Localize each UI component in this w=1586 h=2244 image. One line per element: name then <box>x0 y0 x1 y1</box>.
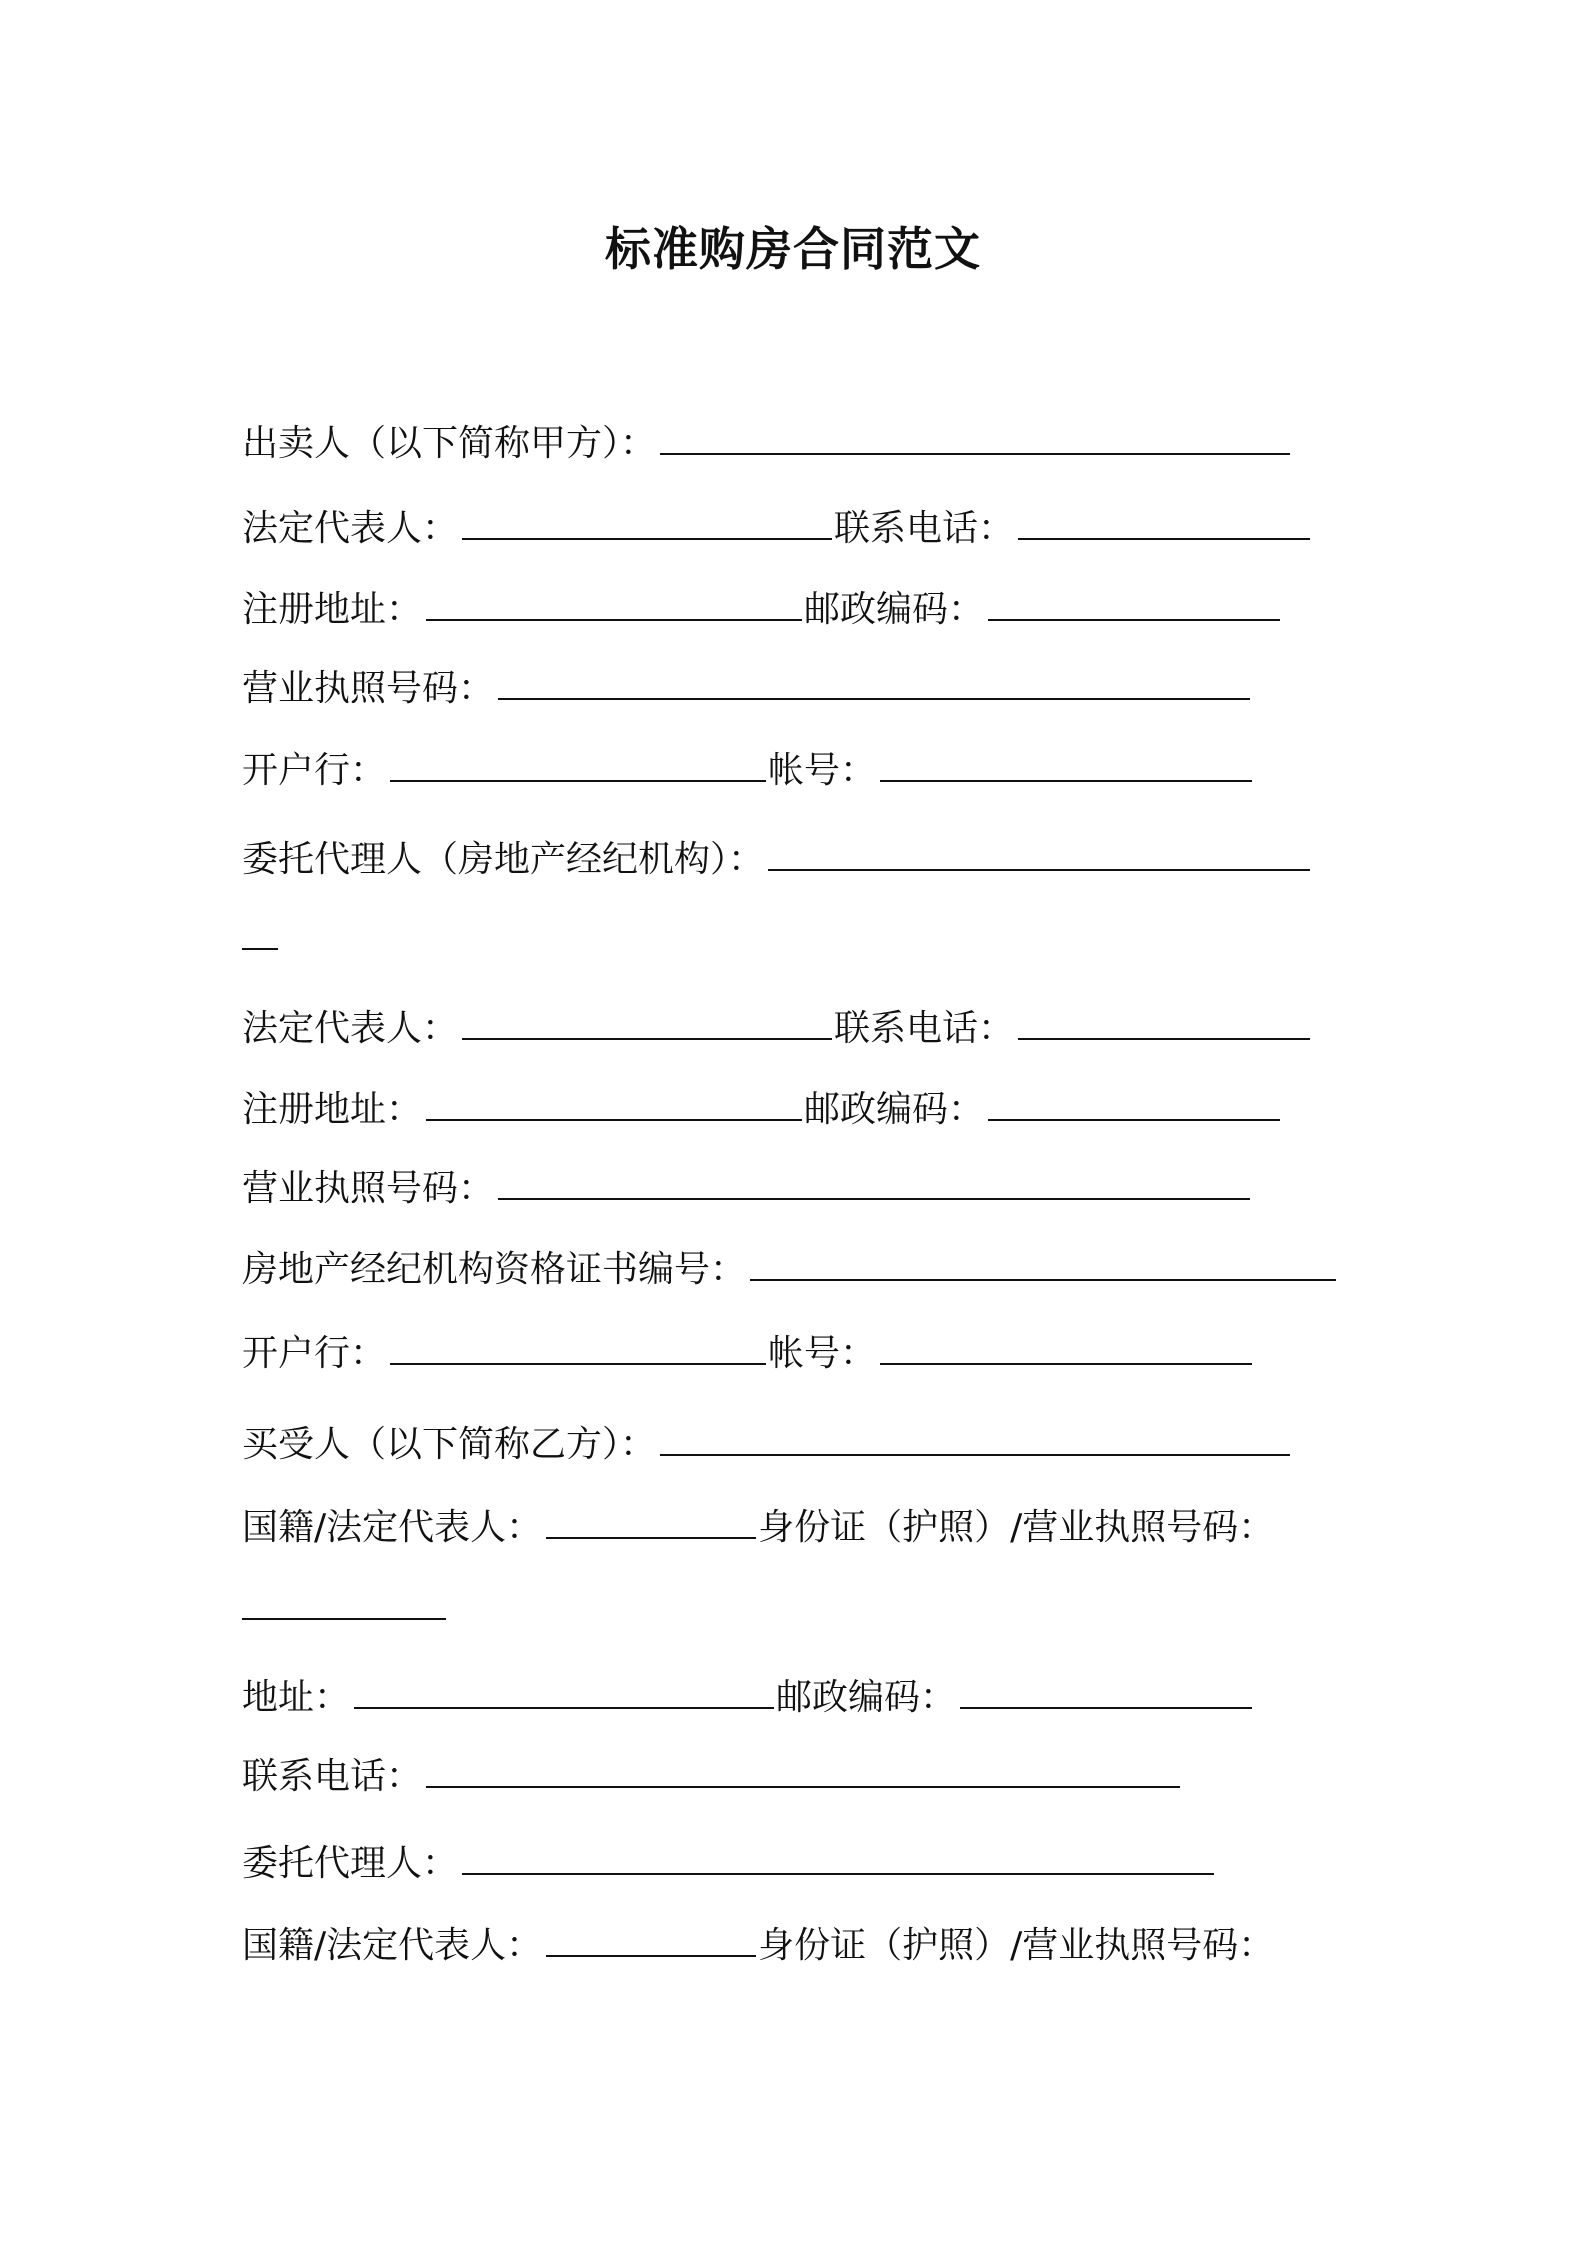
agent-postcode-field[interactable] <box>988 1089 1280 1121</box>
buyer-address-row <box>242 1672 1254 1724</box>
agent-license-field[interactable] <box>498 1168 1250 1200</box>
buyer-agent-id-label: 身份证（护照）/营业执照号码： <box>758 1925 1275 1966</box>
buyer-agent-name-row <box>242 1838 1216 1890</box>
seller-legal-rep-field[interactable] <box>462 508 832 540</box>
document-title: 标准购房合同范文 <box>605 222 981 276</box>
agent-account-label: 帐号： <box>768 1333 877 1374</box>
buyer-address-field[interactable] <box>354 1677 774 1709</box>
seller-bank-label: 开户行： <box>242 750 387 791</box>
agent-cert-label: 房地产经纪机构资格证书编号： <box>242 1249 747 1290</box>
agent-name-label: 委托代理人（房地产经纪机构）： <box>242 839 765 880</box>
seller-legal-rep-row <box>242 503 1312 555</box>
buyer-agent-name-label: 委托代理人： <box>242 1843 459 1884</box>
buyer-name-row <box>242 1419 1292 1471</box>
seller-postcode-field[interactable] <box>988 589 1280 621</box>
buyer-nationality-label: 国籍/法定代表人： <box>242 1507 543 1548</box>
agent-address-field[interactable] <box>426 1089 802 1121</box>
buyer-postcode-field[interactable] <box>960 1677 1252 1709</box>
buyer-name-field[interactable] <box>660 1424 1290 1456</box>
buyer-phone-row <box>242 1751 1182 1803</box>
agent-phone-label: 联系电话： <box>834 1008 1015 1049</box>
seller-bank-field[interactable] <box>390 750 766 782</box>
buyer-agent-nationality-row <box>242 1920 1274 1972</box>
agent-bank-field[interactable] <box>390 1333 766 1365</box>
agent-address-label: 注册地址： <box>242 1089 423 1130</box>
agent-address-row <box>242 1084 1282 1136</box>
seller-account-field[interactable] <box>880 750 1252 782</box>
seller-address-field[interactable] <box>426 589 802 621</box>
seller-account-label: 帐号： <box>768 750 877 791</box>
agent-license-label: 营业执照号码： <box>242 1168 495 1209</box>
agent-name-continued-row <box>242 918 280 970</box>
seller-address-label: 注册地址： <box>242 589 423 630</box>
buyer-agent-nationality-label: 国籍/法定代表人： <box>242 1925 543 1966</box>
seller-license-label: 营业执照号码： <box>242 668 495 709</box>
buyer-id-label: 身份证（护照）/营业执照号码： <box>758 1507 1275 1548</box>
seller-name-row <box>242 418 1292 470</box>
agent-name-field[interactable] <box>768 839 1310 871</box>
seller-phone-label: 联系电话： <box>834 508 1015 549</box>
buyer-name-label: 买受人（以下简称乙方）： <box>242 1424 657 1465</box>
seller-legal-rep-label: 法定代表人： <box>242 508 459 549</box>
agent-cert-row <box>242 1244 1338 1296</box>
buyer-nationality-row <box>242 1502 1274 1554</box>
buyer-address-label: 地址： <box>242 1677 351 1718</box>
buyer-id-field[interactable] <box>242 1588 446 1620</box>
seller-name-field[interactable] <box>660 423 1290 455</box>
agent-bank-label: 开户行： <box>242 1333 387 1374</box>
seller-license-field[interactable] <box>498 668 1250 700</box>
seller-phone-field[interactable] <box>1018 508 1310 540</box>
agent-legal-rep-field[interactable] <box>462 1008 832 1040</box>
buyer-postcode-label: 邮政编码： <box>776 1677 957 1718</box>
seller-postcode-label: 邮政编码： <box>804 589 985 630</box>
seller-license-row <box>242 663 1252 715</box>
agent-cert-field[interactable] <box>750 1249 1336 1281</box>
agent-postcode-label: 邮政编码： <box>804 1089 985 1130</box>
buyer-nationality-field[interactable] <box>546 1507 756 1539</box>
buyer-agent-name-field[interactable] <box>462 1843 1214 1875</box>
agent-bank-row <box>242 1328 1254 1380</box>
seller-name-label: 出卖人（以下简称甲方）： <box>242 423 657 464</box>
agent-name-field-continued[interactable] <box>242 918 278 950</box>
agent-name-row <box>242 834 1312 886</box>
agent-phone-field[interactable] <box>1018 1008 1310 1040</box>
seller-address-row <box>242 584 1282 636</box>
agent-legal-rep-label: 法定代表人： <box>242 1008 459 1049</box>
agent-account-field[interactable] <box>880 1333 1252 1365</box>
buyer-phone-label: 联系电话： <box>242 1756 423 1797</box>
buyer-phone-field[interactable] <box>426 1756 1180 1788</box>
agent-legal-rep-row <box>242 1003 1312 1055</box>
agent-license-row <box>242 1163 1252 1215</box>
seller-bank-row <box>242 745 1254 797</box>
buyer-id-row <box>242 1588 448 1640</box>
buyer-agent-nationality-field[interactable] <box>546 1925 756 1957</box>
